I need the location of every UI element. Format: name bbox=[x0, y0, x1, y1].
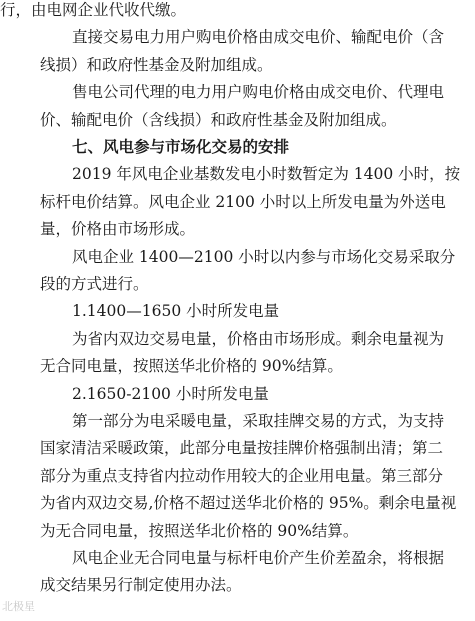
text-line: 线损）和政府性基金及附加组成。 bbox=[40, 55, 273, 74]
text-line: 价、输配电价（含线损）和政府性基金及附加组成。 bbox=[40, 110, 397, 129]
watermark-logo: 北极星 bbox=[2, 600, 35, 613]
text-line: 段的方式进行。 bbox=[40, 275, 149, 293]
section-heading: 七、风电参与市场化交易的安排 bbox=[72, 138, 290, 156]
text-line: 成交结果另行制定使用办法。 bbox=[40, 576, 242, 595]
text-line: 量，价格由市场形成。 bbox=[40, 220, 196, 239]
text-line: 国家清洁采暖政策，此部分电量按挂牌价格强制出清；第二 bbox=[40, 439, 444, 458]
text-line: 第一部分为电采暖电量，采取挂牌交易的方式，为支持 bbox=[72, 412, 445, 430]
text-line: 售电公司代理的电力用户购电价格由成交电价、代理电 bbox=[72, 83, 445, 102]
text-line: 为省内双边交易电量，价格由市场形成。剩余电量视为 bbox=[72, 329, 445, 348]
text-line: 2019 年风电企业基数发电小时数暂定为 1400 小时，按 bbox=[72, 165, 461, 184]
text-line: 为省内双边交易,价格不超过送华北价格的 95%。剩余电量视 bbox=[40, 494, 457, 513]
text-line: 行，由电网企业代收代缴。 bbox=[0, 1, 187, 19]
text-line: 无合同电量，按照送华北价格的 90%结算。 bbox=[40, 357, 343, 376]
text-line: 风电企业无合同电量与标杆电价产生价差盈余，将根据 bbox=[72, 549, 445, 567]
text-line: 直接交易电力用户购电价格由成交电价、输配电价（含 bbox=[72, 28, 445, 47]
subsection-heading: 1.1400—1650 小时所发电量 bbox=[72, 302, 280, 321]
text-line: 为无合同电量，按照送华北价格的 90%结算。 bbox=[40, 521, 359, 540]
text-line: 标杆电价结算。风电企业 2100 小时以上所发电量为外送电 bbox=[40, 192, 446, 211]
subsection-heading: 2.1650-2100 小时所发电量 bbox=[72, 384, 269, 403]
text-line: 风电企业 1400—2100 小时以内参与市场化交易采取分 bbox=[72, 247, 456, 266]
text-line: 部分为重点支持省内拉动作用较大的企业用电量。第三部分 bbox=[40, 466, 444, 485]
